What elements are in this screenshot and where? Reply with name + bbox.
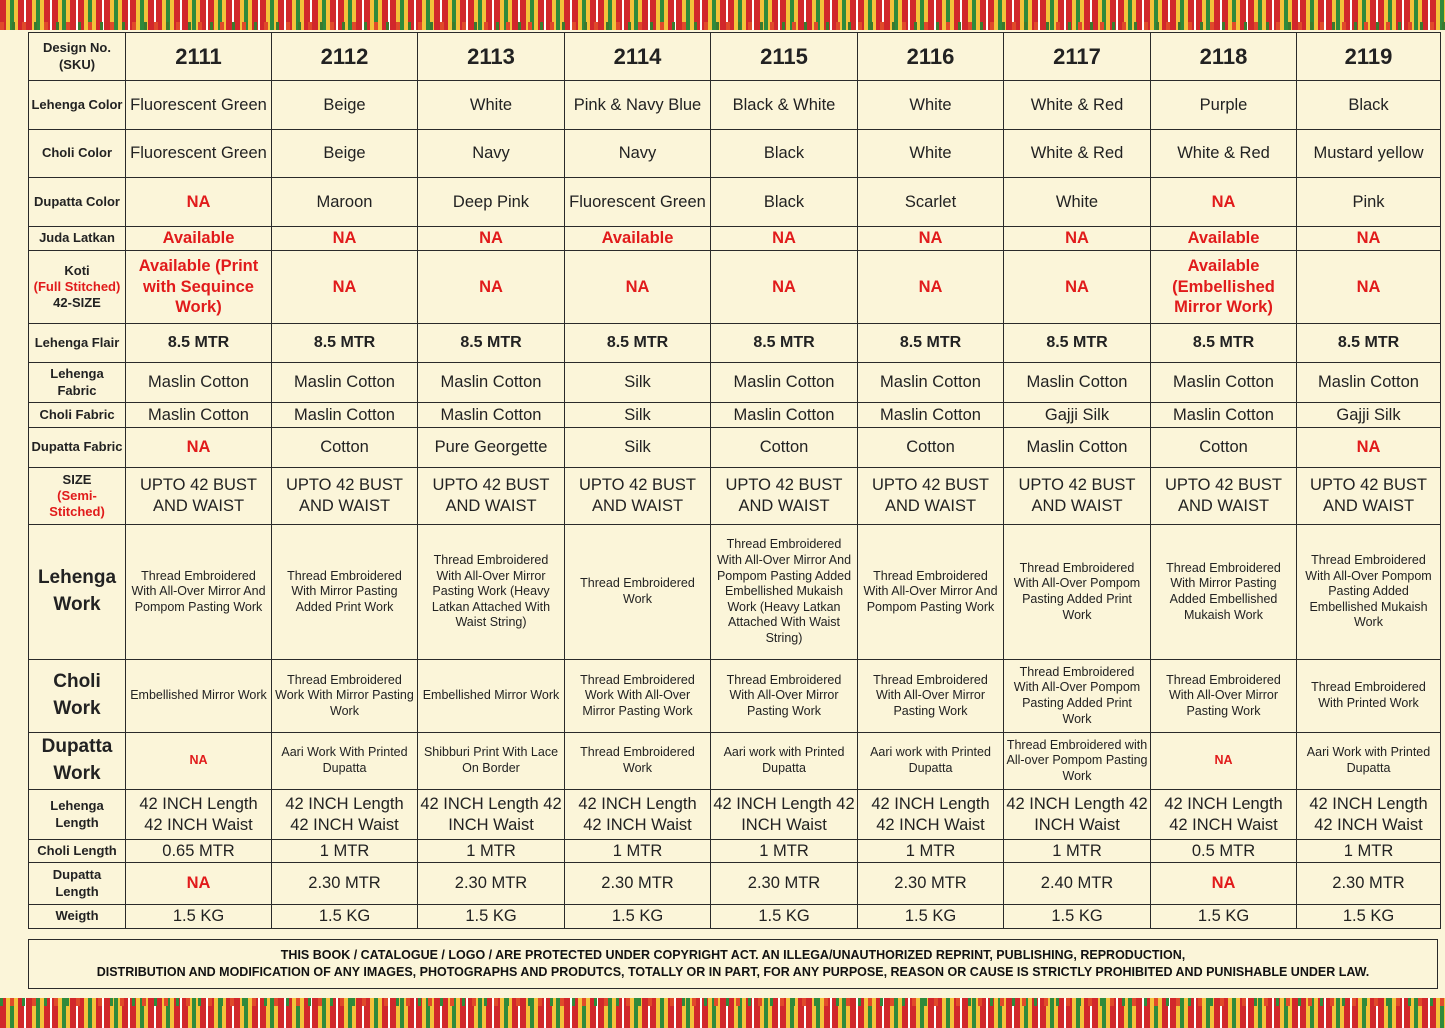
cell-weigth-2116: 1.5 KG: [858, 905, 1004, 929]
cell-juda-latkan-2117: NA: [1004, 227, 1151, 251]
cell-size-2115: UPTO 42 BUST AND WAIST: [711, 468, 858, 525]
cell-lehenga-color-2116: White: [858, 81, 1004, 130]
cell-dupatta-work-2112: Aari Work With Printed Dupatta: [272, 733, 418, 790]
cell-lehenga-work-2114: Thread Embroidered Work: [565, 525, 711, 660]
cell-choli-fabric-2119: Gajji Silk: [1297, 403, 1441, 428]
cell-choli-fabric-2111: Maslin Cotton: [126, 403, 272, 428]
row-label-choli-fabric: [29, 403, 126, 428]
cell-choli-length-2117: 1 MTR: [1004, 840, 1151, 863]
product-spec-table: [28, 32, 1441, 929]
cell-size-2116: UPTO 42 BUST AND WAIST: [858, 468, 1004, 525]
cell-dupatta-fabric-2116: Cotton: [858, 428, 1004, 468]
spec-table-body: [29, 33, 1441, 929]
cell-lehenga-length-2118: 42 INCH Length 42 INCH Waist: [1151, 790, 1297, 840]
cell-weigth-2114: 1.5 KG: [565, 905, 711, 929]
cell-dupatta-fabric-2114: Silk: [565, 428, 711, 468]
cell-lehenga-flair-2112: 8.5 MTR: [272, 324, 418, 363]
cell-dupatta-fabric-2119: NA: [1297, 428, 1441, 468]
decorative-bottom-border: [0, 998, 1445, 1028]
cell-dupatta-work-2116: Aari work with Printed Dupatta: [858, 733, 1004, 790]
cell-dupatta-fabric-2111: NA: [126, 428, 272, 468]
cell-choli-fabric-2118: Maslin Cotton: [1151, 403, 1297, 428]
cell-dupatta-color-2114: Fluorescent Green: [565, 178, 711, 227]
cell-lehenga-fabric-2112: Maslin Cotton: [272, 363, 418, 403]
cell-dupatta-fabric-2113: Pure Georgette: [418, 428, 565, 468]
cell-dupatta-work-2113: Shibburi Print With Lace On Border: [418, 733, 565, 790]
cell-lehenga-flair-2119: 8.5 MTR: [1297, 324, 1441, 363]
copyright-line-1: THIS BOOK / CATALOGUE / LOGO / ARE PROTECTED UNDER COPYRIGHT ACT. AN ILLEGA/UNAUTHORIZED REPRINT, PUBLISHING, REPRODUCTION,: [280, 947, 1186, 962]
sku-2119: 2119: [1297, 33, 1441, 81]
copyright-notice: [28, 939, 1438, 989]
row-label-text: Lehenga Color: [31, 96, 123, 112]
copyright-line-2: DISTRIBUTION AND MODIFICATION OF ANY IMAGES, PHOTOGRAPHS AND PRODUTCS, TOTALLY OR IN PART, FOR ANY PURPOSE, REASON OR CAUSE IS STRICTLY PROHIBITED AND PUNISHABLE UNDER LAW.: [96, 965, 1370, 979]
row-lehenga-fabric: [29, 363, 1441, 403]
cell-lehenga-color-2112: Beige: [272, 81, 418, 130]
cell-lehenga-flair-2115: 8.5 MTR: [711, 324, 858, 363]
cell-dupatta-work-2114: Thread Embroidered Work: [565, 733, 711, 790]
row-label-text: Choli Fabric: [39, 406, 115, 422]
row-label-weigth: [29, 905, 126, 929]
cell-lehenga-length-2112: 42 INCH Length 42 INCH Waist: [272, 790, 418, 840]
cell-juda-latkan-2115: NA: [711, 227, 858, 251]
cell-koti-2113: NA: [418, 251, 565, 324]
cell-lehenga-fabric-2117: Maslin Cotton: [1004, 363, 1151, 403]
cell-size-2114: UPTO 42 BUST AND WAIST: [565, 468, 711, 525]
cell-dupatta-length-2119: 2.30 MTR: [1297, 863, 1441, 905]
cell-choli-length-2113: 1 MTR: [418, 840, 565, 863]
cell-weigth-2113: 1.5 KG: [418, 905, 565, 929]
row-dupatta-color: [29, 178, 1441, 227]
cell-dupatta-color-2115: Black: [711, 178, 858, 227]
cell-lehenga-color-2117: White & Red: [1004, 81, 1151, 130]
cell-lehenga-color-2119: Black: [1297, 81, 1441, 130]
cell-dupatta-length-2117: 2.40 MTR: [1004, 863, 1151, 905]
row-label-text: Dupatta Work: [41, 736, 113, 784]
cell-weigth-2118: 1.5 KG: [1151, 905, 1297, 929]
row-choli-work: [29, 660, 1441, 733]
sku-2111: 2111: [126, 33, 272, 81]
cell-dupatta-length-2114: 2.30 MTR: [565, 863, 711, 905]
cell-size-2111: UPTO 42 BUST AND WAIST: [126, 468, 272, 525]
row-label-text: Juda Latkan: [39, 230, 115, 246]
cell-koti-2119: NA: [1297, 251, 1441, 324]
cell-lehenga-flair-2118: 8.5 MTR: [1151, 324, 1297, 363]
cell-juda-latkan-2113: NA: [418, 227, 565, 251]
cell-choli-color-2112: Beige: [272, 130, 418, 178]
cell-choli-work-2118: Thread Embroidered With All-Over Mirror Pasting Work: [1151, 660, 1297, 733]
cell-dupatta-work-2115: Aari work with Printed Dupatta: [711, 733, 858, 790]
row-label-text: Lehenga Fabric: [50, 366, 104, 398]
row-label-text: Lehenga Length: [50, 798, 104, 830]
row-label-dupatta-color: [29, 178, 126, 227]
cell-lehenga-length-2113: 42 INCH Length 42 INCH Waist: [418, 790, 565, 840]
cell-size-2113: UPTO 42 BUST AND WAIST: [418, 468, 565, 525]
row-label-text: Choli Work: [53, 671, 101, 719]
cell-choli-work-2114: Thread Embroidered Work With All-Over Mirror Pasting Work: [565, 660, 711, 733]
cell-size-2112: UPTO 42 BUST AND WAIST: [272, 468, 418, 525]
cell-dupatta-fabric-2117: Maslin Cotton: [1004, 428, 1151, 468]
cell-dupatta-length-2115: 2.30 MTR: [711, 863, 858, 905]
cell-lehenga-work-2118: Thread Embroidered With Mirror Pasting Added Embellished Mukaish Work: [1151, 525, 1297, 660]
cell-choli-fabric-2115: Maslin Cotton: [711, 403, 858, 428]
cell-choli-color-2118: White & Red: [1151, 130, 1297, 178]
cell-choli-work-2111: Embellished Mirror Work: [126, 660, 272, 733]
row-label-text: Choli Length: [37, 842, 117, 858]
row-label-text: Lehenga Flair: [34, 334, 120, 350]
cell-juda-latkan-2114: Available: [565, 227, 711, 251]
cell-lehenga-work-2113: Thread Embroidered With All-Over Mirror Pasting Work (Heavy Latkan Attached With Waist String): [418, 525, 565, 660]
row-label-text: Dupatta Length: [52, 867, 102, 899]
cell-lehenga-work-2117: Thread Embroidered With All-Over Pompom Pasting Added Print Work: [1004, 525, 1151, 660]
cell-dupatta-work-2117: Thread Embroidered with All-over Pompom Pasting Work: [1004, 733, 1151, 790]
cell-choli-fabric-2112: Maslin Cotton: [272, 403, 418, 428]
row-label-dupatta-fabric: [29, 428, 126, 468]
cell-lehenga-flair-2117: 8.5 MTR: [1004, 324, 1151, 363]
cell-lehenga-fabric-2113: Maslin Cotton: [418, 363, 565, 403]
cell-lehenga-length-2116: 42 INCH Length 42 INCH Waist: [858, 790, 1004, 840]
cell-lehenga-color-2113: White: [418, 81, 565, 130]
row-label-sub: (Semi-Stitched): [49, 487, 105, 520]
cell-choli-work-2117: Thread Embroidered With All-Over Pompom Pasting Added Print Work: [1004, 660, 1151, 733]
cell-juda-latkan-2112: NA: [272, 227, 418, 251]
cell-lehenga-fabric-2114: Silk: [565, 363, 711, 403]
cell-choli-length-2119: 1 MTR: [1297, 840, 1441, 863]
cell-lehenga-fabric-2115: Maslin Cotton: [711, 363, 858, 403]
cell-dupatta-color-2119: Pink: [1297, 178, 1441, 227]
row-dupatta-fabric: [29, 428, 1441, 468]
cell-choli-color-2117: White & Red: [1004, 130, 1151, 178]
cell-choli-color-2116: White: [858, 130, 1004, 178]
cell-juda-latkan-2119: NA: [1297, 227, 1441, 251]
row-label-text: SIZE: [62, 471, 92, 487]
cell-koti-2111: Available (Print with Sequince Work): [126, 251, 272, 324]
cell-choli-color-2111: Fluorescent Green: [126, 130, 272, 178]
cell-koti-2114: NA: [565, 251, 711, 324]
cell-lehenga-fabric-2116: Maslin Cotton: [858, 363, 1004, 403]
cell-dupatta-fabric-2118: Cotton: [1151, 428, 1297, 468]
row-juda-latkan: [29, 227, 1441, 251]
row-choli-color: [29, 130, 1441, 178]
cell-weigth-2115: 1.5 KG: [711, 905, 858, 929]
row-label-koti: [29, 251, 126, 324]
cell-dupatta-length-2118: NA: [1151, 863, 1297, 905]
sku-2116: 2116: [858, 33, 1004, 81]
cell-lehenga-length-2114: 42 INCH Length 42 INCH Waist: [565, 790, 711, 840]
row-dupatta-length: [29, 863, 1441, 905]
cell-lehenga-fabric-2119: Maslin Cotton: [1297, 363, 1441, 403]
row-label-text: Dupatta Fabric: [31, 439, 123, 455]
row-label-lehenga-flair: [29, 324, 126, 363]
row-weigth: [29, 905, 1441, 929]
row-label-lehenga-fabric: [29, 363, 126, 403]
row-label-text: Weigth: [55, 908, 99, 924]
cell-lehenga-work-2119: Thread Embroidered With All-Over Pompom Pasting Added Embellished Mukaish Work: [1297, 525, 1441, 660]
cell-dupatta-length-2111: NA: [126, 863, 272, 905]
sku-2114: 2114: [565, 33, 711, 81]
row-label-lehenga-length: [29, 790, 126, 840]
cell-size-2117: UPTO 42 BUST AND WAIST: [1004, 468, 1151, 525]
cell-dupatta-fabric-2115: Cotton: [711, 428, 858, 468]
cell-weigth-2117: 1.5 KG: [1004, 905, 1151, 929]
cell-choli-color-2113: Navy: [418, 130, 565, 178]
cell-choli-work-2116: Thread Embroidered With All-Over Mirror Pasting Work: [858, 660, 1004, 733]
sku-2115: 2115: [711, 33, 858, 81]
cell-choli-fabric-2114: Silk: [565, 403, 711, 428]
cell-lehenga-length-2119: 42 INCH Length 42 INCH Waist: [1297, 790, 1441, 840]
cell-choli-length-2111: 0.65 MTR: [126, 840, 272, 863]
cell-lehenga-flair-2114: 8.5 MTR: [565, 324, 711, 363]
cell-dupatta-work-2118: NA: [1151, 733, 1297, 790]
cell-koti-2117: NA: [1004, 251, 1151, 324]
cell-koti-2118: Available (Embellished Mirror Work): [1151, 251, 1297, 324]
row-label-text: Koti: [64, 262, 90, 278]
row-label-lehenga-work: [29, 525, 126, 660]
row-label-text: Dupatta Color: [34, 193, 120, 209]
sku-2112: 2112: [272, 33, 418, 81]
design-no-label: Design No. (SKU): [29, 33, 126, 81]
cell-choli-fabric-2117: Gajji Silk: [1004, 403, 1151, 428]
cell-lehenga-flair-2116: 8.5 MTR: [858, 324, 1004, 363]
cell-dupatta-work-2111: NA: [126, 733, 272, 790]
cell-juda-latkan-2116: NA: [858, 227, 1004, 251]
cell-juda-latkan-2118: Available: [1151, 227, 1297, 251]
cell-lehenga-color-2111: Fluorescent Green: [126, 81, 272, 130]
row-lehenga-flair: [29, 324, 1441, 363]
cell-choli-color-2114: Navy: [565, 130, 711, 178]
cell-juda-latkan-2111: Available: [126, 227, 272, 251]
cell-lehenga-fabric-2118: Maslin Cotton: [1151, 363, 1297, 403]
cell-lehenga-color-2115: Black & White: [711, 81, 858, 130]
row-label-sub2: 42-SIZE: [53, 295, 101, 311]
cell-dupatta-length-2112: 2.30 MTR: [272, 863, 418, 905]
cell-lehenga-color-2118: Purple: [1151, 81, 1297, 130]
cell-lehenga-work-2116: Thread Embroidered With All-Over Mirror And Pompom Pasting Work: [858, 525, 1004, 660]
cell-dupatta-color-2118: NA: [1151, 178, 1297, 227]
cell-choli-fabric-2116: Maslin Cotton: [858, 403, 1004, 428]
cell-choli-color-2119: Mustard yellow: [1297, 130, 1441, 178]
cell-choli-length-2118: 0.5 MTR: [1151, 840, 1297, 863]
row-lehenga-length: [29, 790, 1441, 840]
cell-weigth-2112: 1.5 KG: [272, 905, 418, 929]
cell-lehenga-color-2114: Pink & Navy Blue: [565, 81, 711, 130]
cell-koti-2112: NA: [272, 251, 418, 324]
cell-size-2119: UPTO 42 BUST AND WAIST: [1297, 468, 1441, 525]
cell-dupatta-color-2117: White: [1004, 178, 1151, 227]
cell-lehenga-work-2115: Thread Embroidered With All-Over Mirror And Pompom Pasting Added Embellished Mukaish Work (Heavy Latkan Attached With Waist String): [711, 525, 858, 660]
row-label-dupatta-length: [29, 863, 126, 905]
sku-2117: 2117: [1004, 33, 1151, 81]
row-label-juda-latkan: [29, 227, 126, 251]
cell-lehenga-length-2111: 42 INCH Length 42 INCH Waist: [126, 790, 272, 840]
row-dupatta-work: [29, 733, 1441, 790]
cell-weigth-2111: 1.5 KG: [126, 905, 272, 929]
cell-choli-work-2115: Thread Embroidered With All-Over Mirror Pasting Work: [711, 660, 858, 733]
row-label-lehenga-color: [29, 81, 126, 130]
cell-dupatta-color-2112: Maroon: [272, 178, 418, 227]
row-koti: [29, 251, 1441, 324]
cell-choli-length-2112: 1 MTR: [272, 840, 418, 863]
cell-choli-work-2112: Thread Embroidered Work With Mirror Pasting Work: [272, 660, 418, 733]
cell-choli-length-2115: 1 MTR: [711, 840, 858, 863]
row-label-dupatta-work: [29, 733, 126, 790]
row-label-text: Choli Color: [41, 145, 113, 161]
cell-koti-2115: NA: [711, 251, 858, 324]
sku-2113: 2113: [418, 33, 565, 81]
row-choli-length: [29, 840, 1441, 863]
cell-weigth-2119: 1.5 KG: [1297, 905, 1441, 929]
row-label-choli-color: [29, 130, 126, 178]
cell-lehenga-fabric-2111: Maslin Cotton: [126, 363, 272, 403]
cell-dupatta-color-2116: Scarlet: [858, 178, 1004, 227]
decorative-top-border: [0, 0, 1445, 30]
cell-dupatta-length-2113: 2.30 MTR: [418, 863, 565, 905]
cell-dupatta-color-2111: NA: [126, 178, 272, 227]
cell-choli-work-2119: Thread Embroidered With Printed Work: [1297, 660, 1441, 733]
row-label-sub: (Full Stitched): [33, 278, 121, 294]
row-choli-fabric: [29, 403, 1441, 428]
row-label-choli-work: [29, 660, 126, 733]
row-lehenga-work: [29, 525, 1441, 660]
cell-dupatta-fabric-2112: Cotton: [272, 428, 418, 468]
cell-choli-length-2114: 1 MTR: [565, 840, 711, 863]
row-lehenga-color: [29, 81, 1441, 130]
row-label-size: [29, 468, 126, 525]
cell-lehenga-length-2115: 42 INCH Length 42 INCH Waist: [711, 790, 858, 840]
cell-size-2118: UPTO 42 BUST AND WAIST: [1151, 468, 1297, 525]
row-label-choli-length: [29, 840, 126, 863]
cell-choli-length-2116: 1 MTR: [858, 840, 1004, 863]
row-size: [29, 468, 1441, 525]
cell-lehenga-work-2112: Thread Embroidered With Mirror Pasting Added Print Work: [272, 525, 418, 660]
cell-lehenga-length-2117: 42 INCH Length 42 INCH Waist: [1004, 790, 1151, 840]
cell-koti-2116: NA: [858, 251, 1004, 324]
cell-dupatta-color-2113: Deep Pink: [418, 178, 565, 227]
sku-header-row: [29, 33, 1441, 81]
sku-2118: 2118: [1151, 33, 1297, 81]
cell-dupatta-length-2116: 2.30 MTR: [858, 863, 1004, 905]
cell-lehenga-flair-2113: 8.5 MTR: [418, 324, 565, 363]
row-label-text: Lehenga Work: [37, 567, 117, 615]
cell-lehenga-work-2111: Thread Embroidered With All-Over Mirror And Pompom Pasting Work: [126, 525, 272, 660]
cell-dupatta-work-2119: Aari Work with Printed Dupatta: [1297, 733, 1441, 790]
cell-choli-work-2113: Embellished Mirror Work: [418, 660, 565, 733]
cell-lehenga-flair-2111: 8.5 MTR: [126, 324, 272, 363]
cell-choli-color-2115: Black: [711, 130, 858, 178]
cell-choli-fabric-2113: Maslin Cotton: [418, 403, 565, 428]
